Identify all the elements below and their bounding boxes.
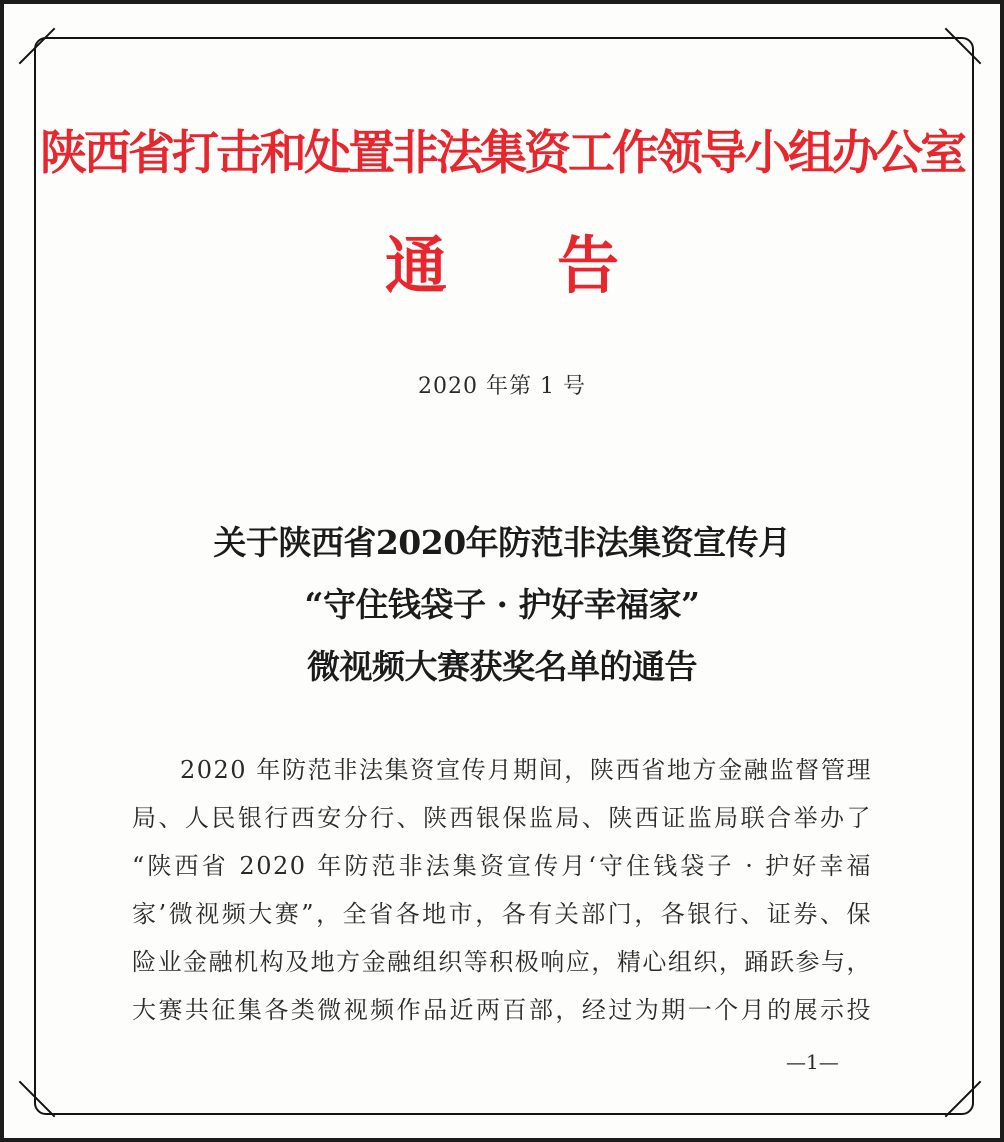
page-number: —1— xyxy=(786,1050,839,1074)
document-page xyxy=(4,4,1000,1138)
title-line: “守住钱袋子 · 护好幸福家” xyxy=(304,585,700,624)
body-line: 2020 年防范非法集资宣传月期间，陕西省地方金融监督管理 xyxy=(180,756,872,784)
issuing-agency-header: 陕西省打击和处置非法集资工作领导小组办公室 xyxy=(40,126,964,181)
title-line: 关于陕西省2020年防范非法集资宣传月 xyxy=(213,523,791,562)
body-line: 险业金融机构及地方金融组织等积极响应，精心组织，踊跃参与， xyxy=(132,948,872,976)
document-title xyxy=(4,512,1000,698)
title-line: 微视频大赛获奖名单的通告 xyxy=(307,647,697,686)
body-line: 大赛共征集各类微视频作品近两百部，经过为期一个月的展示投 xyxy=(132,996,872,1024)
body-line: 家’微视频大赛”，全省各地市，各有关部门，各银行、证券、保 xyxy=(132,900,872,928)
body-paragraph xyxy=(132,746,872,1034)
document-type: 通告 xyxy=(384,229,729,302)
document-number: 2020 年第 1 号 xyxy=(418,374,586,399)
body-line: 局、人民银行西安分行、陕西银保监局、陕西证监局联合举办了 xyxy=(132,804,872,832)
body-line: “陕西省 2020 年防范非法集资宣传月‘守住钱袋子 · 护好幸福 xyxy=(132,852,872,880)
